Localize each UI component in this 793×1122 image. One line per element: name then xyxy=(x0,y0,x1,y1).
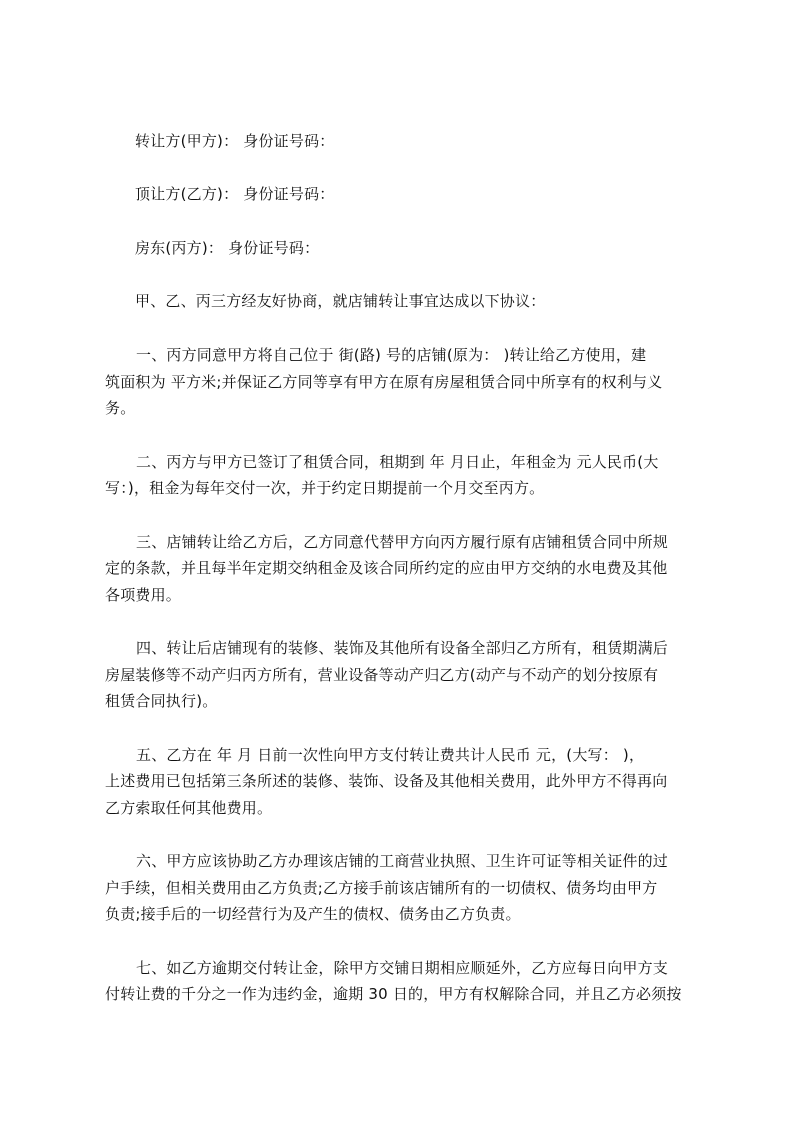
clause-7-line-1: 七、如乙方逾期交付转让金，除甲方交铺日期相应顺延外，乙方应每日向甲方支 xyxy=(136,959,669,977)
clause-2-line-1: 二、丙方与甲方已签订了租赁合同，租期到 年 月日止，年租金为 元人民币(大 xyxy=(136,453,659,471)
clause-5-line-1: 五、乙方在 年 月 日前一次性向甲方支付转让费共计人民币 元，(大写： )， xyxy=(136,746,645,764)
clause-1-line-2: 筑面积为 平方米;并保证乙方同等享有甲方在原有房屋租赁合同中所享有的权利与义 xyxy=(105,373,663,391)
clause-5-line-2: 上述费用已包括第三条所述的装修、装饰、设备及其他相关费用，此外甲方不得再向 xyxy=(105,772,668,790)
party-landlord: 房东(丙方)： 身份证号码： xyxy=(135,239,320,257)
clause-5-line-3: 乙方索取任何其他费用。 xyxy=(105,799,273,817)
clause-4-line-2: 房屋装修等不动产归丙方所有，营业设备等动产归乙方(动产与不动产的划分按原有 xyxy=(105,666,659,684)
clause-6-line-2: 户手续，但相关费用由乙方负责;乙方接手前该店铺所有的一切债权、债务均由甲方 xyxy=(105,879,658,897)
intro-paragraph: 甲、乙、丙三方经友好协商，就店铺转让事宜达成以下协议： xyxy=(135,292,546,310)
clause-3-line-3: 各项费用。 xyxy=(105,586,182,604)
clause-3-line-2: 定的条款，并且每半年定期交纳租金及该合同所约定的应由甲方交纳的水电费及其他 xyxy=(105,559,668,577)
clause-6-line-3: 负责;接手后的一切经营行为及产生的债权、债务由乙方负责。 xyxy=(105,905,521,923)
clause-6-line-1: 六、甲方应该协助乙方办理该店铺的工商营业执照、卫生许可证等相关证件的过 xyxy=(136,852,669,870)
clause-3-line-1: 三、店铺转让给乙方后，乙方同意代替甲方向丙方履行原有店铺租赁合同中所规 xyxy=(136,533,669,551)
clause-7-line-2: 付转让费的千分之一作为违约金，逾期 30 日的，甲方有权解除合同，并且乙方必须按 xyxy=(105,985,682,1003)
party-transferor: 转让方(甲方)： 身份证号码： xyxy=(135,132,335,150)
clause-4-line-3: 租赁合同执行)。 xyxy=(105,692,218,710)
clause-1-line-3: 务。 xyxy=(105,399,136,417)
clause-1-line-1: 一、丙方同意甲方将自己位于 街(路) 号的店铺(原为： )转让给乙方使用，建 xyxy=(136,346,647,364)
party-transferee: 顶让方(乙方)： 身份证号码： xyxy=(135,185,335,203)
clause-2-line-2: 写：)，租金为每年交付一次，并于约定日期提前一个月交至丙方。 xyxy=(105,479,545,497)
clause-4-line-1: 四、转让后店铺现有的装修、装饰及其他所有设备全部归乙方所有，租赁期满后 xyxy=(136,639,669,657)
